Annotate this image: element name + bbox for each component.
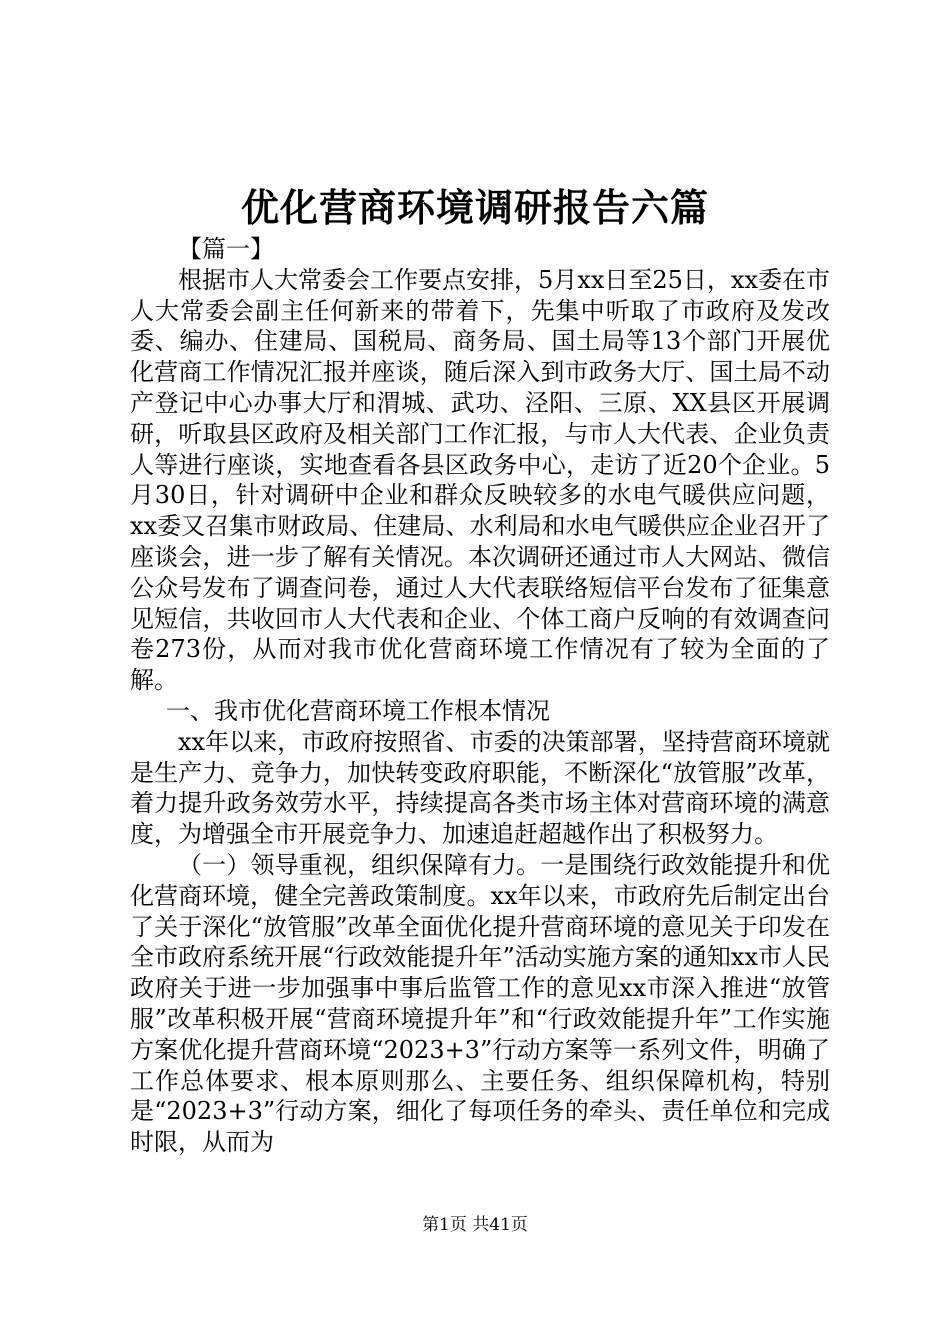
body-paragraph: （一）领导重视，组织保障有力。一是围绕行政效能提升和优化营商环境，健全完善政策制度。xx年以来，市政府先后制定出台了关于深化“放管服”改革全面优化提升营商环境的意见关于印发在全市政府系统开展“行政效能提升年”活动实施方案的通知xx市人民政府关于进一步加强事中事后监管工作的意见xx市深入推进“放管服”改革积极开展“营商环境提升年”和“行政效能提升年”工作实施方案优化提升营商环境“2023+3”行动方案等一系列文件，明确了工作总体要求、根本原则那么、主要任务、组织保障机构，特别是“2023+3”行动方案，细化了每项任务的牵头、责任单位和完成时限，从而为 [130, 850, 830, 1157]
body-paragraph: xx年以来，市政府按照省、市委的决策部署，坚持营商环境就是生产力、竞争力，加快转变政府职能，不断深化“放管服”改革，着力提升政务效劳水平，持续提高各类市场主体对营商环境的满意度，为增强全市开展竞争力、加速追赶超越作出了积极努力。 [130, 727, 830, 849]
section-label: 【篇一】 [178, 235, 274, 263]
section-heading: 一、我市优化营商环境工作根本情况 [166, 696, 550, 725]
body-paragraph: 根据市人大常委会工作要点安排，5月xx日至25日，xx委在市人大常委会副主任何新来的带着下，先集中听取了市政府及发改委、编办、住建局、国税局、商务局、国土局等13个部门开展优化营商工作情况汇报并座谈，随后深入到市政务大厅、国土局不动产登记中心办事大厅和渭城、武功、泾阳、三原、XX县区开展调研，听取县区政府及相关部门工作汇报，与市人大代表、企业负责人等进行座谈，实地查看各县区政务中心，走访了近20个企业。5月30日，针对调研中企业和群众反映较多的水电气暖供应问题，xx委又召集市财政局、住建局、水利局和水电气暖供应企业召开了座谈会，进一步了解有关情况。本次调研还通过市人大网站、微信公众号发布了调查问卷，通过人大代表联络短信平台发布了征集意见短信，共收回市人大代表和企业、个体工商户反响的有效调查问卷273份，从而对我市优化营商环境工作情况有了较为全面的了解。 [130, 265, 830, 695]
document-title: 优化营商环境调研报告六篇 [240, 185, 709, 230]
document-body [130, 234, 830, 1158]
page-footer: 第1页 共41页 [422, 1215, 528, 1235]
